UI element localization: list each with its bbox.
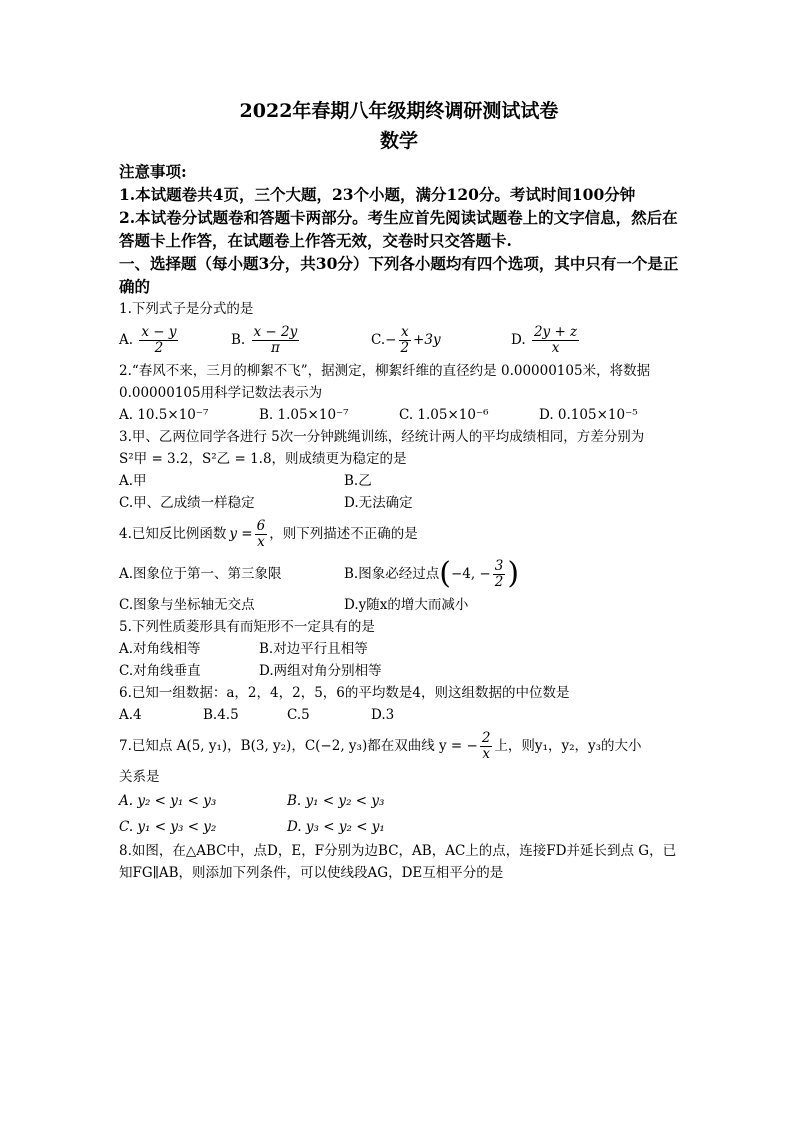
q1-option-c: C.− $\frac{x}{2}$ +3y xyxy=(371,323,441,356)
question-3-options-row-1 xyxy=(119,470,679,492)
question-2-options xyxy=(119,404,679,426)
q1-option-b: B. $\frac{x - 2y}{\pi}$ xyxy=(231,323,298,356)
question-3-options-row-2 xyxy=(119,492,679,514)
question-6-stem: 6.已知一组数据：a，2，4，2，5，6的平均数是4，则这组数据的中位数是 xyxy=(119,685,570,701)
q3-option-a: A.甲 xyxy=(119,473,147,489)
question-8-stem: 8.如图，在△ABC中，点D，E，F分别为边BC，AB，AC上的点，连接FD并延长到点 G，已知FG∥AB，则添加下列条件，可以使线段AG，DE互相平分的是 xyxy=(119,843,677,881)
question-4-stem: 4.已知反比例函数 y = $\frac{6}{x}$ ，则下列描述不正确的是 xyxy=(119,517,418,550)
question-3-stem-2: S²甲 = 3.2，S²乙 = 1.8，则成绩更为稳定的是 xyxy=(119,451,407,467)
q1-c-fraction: $\frac{x}{2}$ xyxy=(400,323,410,356)
q4-option-c: C.图象与坐标轴无交点 xyxy=(119,597,255,613)
q3-option-b: B.乙 xyxy=(344,473,372,489)
question-1-options xyxy=(119,320,679,360)
question-5-options-row-1 xyxy=(119,638,679,660)
q4-b-fraction: $\frac{3}{2}$ xyxy=(494,557,504,590)
question-5-options-row-2 xyxy=(119,660,679,682)
q6-option-d: D.3 xyxy=(371,707,395,723)
q3-option-c: C.甲、乙成绩一样稳定 xyxy=(119,495,255,511)
notes-heading: 注意事项: xyxy=(119,162,187,181)
question-6-options xyxy=(119,704,679,726)
q5-option-d: D.两组对角分别相等 xyxy=(259,663,382,679)
notes-item-1: 1.本试题卷共4页，三个大题，23个小题，满分120分。考试时间100分钟 xyxy=(119,185,636,204)
notes-item-2: 2.本试卷分试题卷和答题卡两部分。考生应首先阅读试题卷上的文字信息，然后在答题卡上作答，在试题卷上作答无效，交卷时只交答题卡. xyxy=(119,208,678,250)
q1-option-d: D. $\frac{2y + z}{x}$ xyxy=(511,323,578,356)
q1-d-fraction: $\frac{2y + z}{x}$ xyxy=(533,323,578,356)
exam-subject: 数学 xyxy=(379,130,418,152)
q7-option-b: B. y₁ < y₂ < y₃ xyxy=(287,793,385,809)
q2-option-d: D. 0.105×10⁻⁵ xyxy=(539,407,638,423)
question-1-stem: 1.下列式子是分式的是 xyxy=(119,301,254,317)
question-7-stem: 7.已知点 A(5, y₁)，B(3, y₂)，C(−2, y₃)都在双曲线 y = − $\frac{2}{x}$ 上，则y₁，y₂，y₃的大小 xyxy=(119,729,642,762)
question-7-options-row-1 xyxy=(119,788,679,814)
q4-option-a: A.图象位于第一、第三象限 xyxy=(119,566,282,582)
question-7-stem-2: 关系是 xyxy=(119,769,160,785)
question-7-options-row-2 xyxy=(119,814,679,840)
q5-option-c: C.对角线垂直 xyxy=(119,663,201,679)
q1-option-a: A. $\frac{x - y}{2}$ xyxy=(119,323,177,356)
question-5-stem: 5.下列性质菱形具有而矩形不一定具有的是 xyxy=(119,619,375,635)
exam-page xyxy=(119,96,679,884)
question-4-options-row-1 xyxy=(119,554,679,594)
q6-option-a: A.4 xyxy=(119,707,142,723)
q5-option-b: B.对边平行且相等 xyxy=(259,641,368,657)
q4-option-b: B.图象必经过点 ( −4, − $\frac{3}{2}$ ) xyxy=(344,556,520,591)
q4-function-fraction: $\frac{6}{x}$ xyxy=(256,517,266,550)
q2-option-b: B. 1.05×10⁻⁷ xyxy=(259,407,349,423)
q3-option-d: D.无法确定 xyxy=(344,495,413,511)
question-4-options-row-2 xyxy=(119,594,679,616)
q6-option-c: C.5 xyxy=(287,707,310,723)
q7-option-a: A. y₂ < y₁ < y₃ xyxy=(119,793,217,809)
question-3-stem: 3.甲、乙两位同学各进行 5次一分钟跳绳训练，经统计两人的平均成绩相同，方差分别为 xyxy=(119,429,645,445)
q1-a-fraction: $\frac{x - y}{2}$ xyxy=(141,323,177,356)
q7-option-c: C. y₁ < y₃ < y₂ xyxy=(119,819,217,835)
section-1-heading: 一、选择题（每小题3分，共30分）下列各小题均有四个选项，其中只有一个是正确的 xyxy=(119,254,679,296)
q6-option-b: B.4.5 xyxy=(203,707,239,723)
q4-option-d: D.y随x的增大而减小 xyxy=(344,597,469,613)
q7-function-fraction: $\frac{2}{x}$ xyxy=(481,729,491,762)
q5-option-a: A.对角线相等 xyxy=(119,641,201,657)
q7-option-d: D. y₃ < y₂ < y₁ xyxy=(287,819,385,835)
question-2-stem: 2.“春风不来，三月的柳絮不飞”，据测定，柳絮纤维的直径约是 0.00000105米，将数据 0.00000105用科学记数法表示为 xyxy=(119,363,651,401)
exam-title: 2022年春期八年级期终调研测试试卷 xyxy=(239,100,559,122)
q2-option-a: A. 10.5×10⁻⁷ xyxy=(119,407,209,423)
q1-b-fraction: $\frac{x - 2y}{\pi}$ xyxy=(253,323,298,356)
q2-option-c: C. 1.05×10⁻⁶ xyxy=(399,407,489,423)
